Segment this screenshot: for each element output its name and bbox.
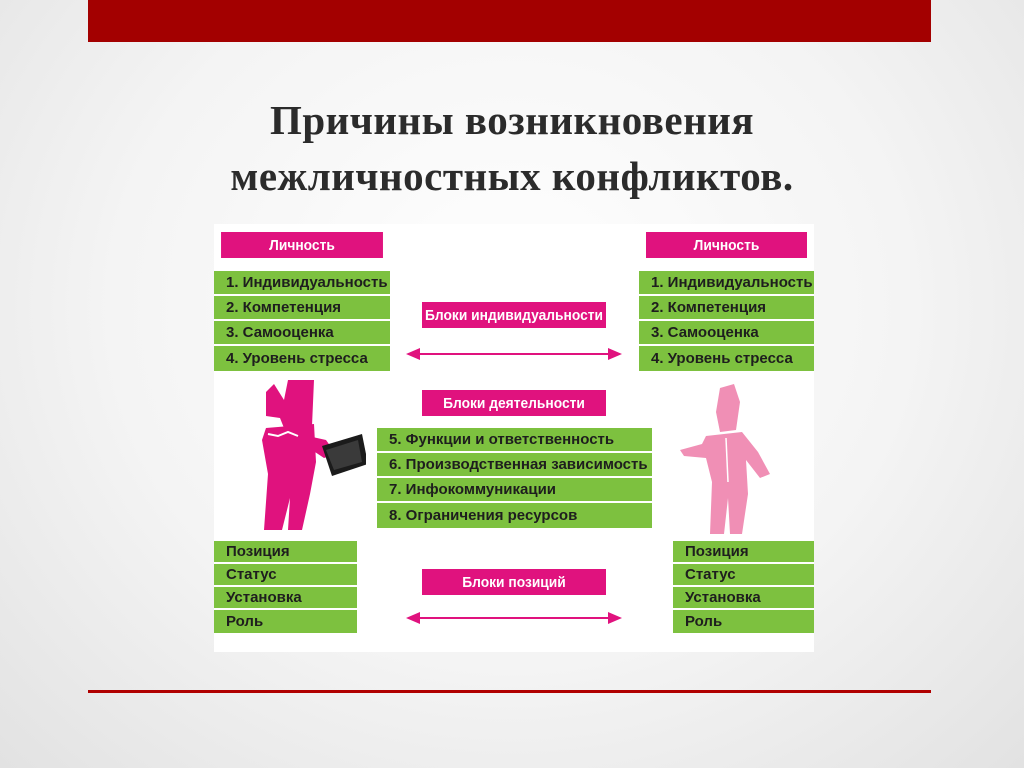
right-positions-list <box>673 541 814 633</box>
top-accent-bar <box>88 0 931 42</box>
list-item: 7. Инфокоммуникации <box>377 478 652 503</box>
block-positions-label: Блоки позиций <box>422 569 606 595</box>
double-arrow-icon <box>404 610 624 626</box>
list-item: 3. Самооценка <box>639 321 814 346</box>
list-item: 2. Компетенция <box>214 296 390 321</box>
block-individuality-label: Блоки индивидуальности <box>422 302 606 328</box>
list-item: Статус <box>214 564 357 587</box>
conflict-diagram <box>214 224 814 652</box>
person-gesturing-icon <box>676 382 776 542</box>
list-item: Позиция <box>673 541 814 564</box>
slide-title-line-1: Причины возникновения <box>269 97 755 143</box>
list-item: Роль <box>214 610 357 633</box>
left-personality-header: Личность <box>221 232 383 258</box>
left-traits-list <box>214 271 390 371</box>
list-item: 1. Индивидуальность <box>214 271 390 296</box>
list-item: Позиция <box>214 541 357 564</box>
list-item: 1. Индивидуальность <box>639 271 814 296</box>
list-item: 4. Уровень стресса <box>639 346 814 371</box>
right-traits-list <box>639 271 814 371</box>
list-item: 5. Функции и ответственность <box>377 428 652 453</box>
activities-list <box>377 428 652 528</box>
bottom-divider <box>88 690 931 693</box>
list-item: 2. Компетенция <box>639 296 814 321</box>
right-personality-header: Личность <box>646 232 807 258</box>
list-item: 4. Уровень стресса <box>214 346 390 371</box>
left-positions-list <box>214 541 357 633</box>
double-arrow-icon <box>404 346 624 362</box>
list-item: 8. Ограничения ресурсов <box>377 503 652 528</box>
list-item: Роль <box>673 610 814 633</box>
list-item: Установка <box>214 587 357 610</box>
block-activity-label: Блоки деятельности <box>422 390 606 416</box>
slide-title <box>0 92 1024 204</box>
person-reading-icon <box>254 374 366 534</box>
slide-title-line-2: межличностных конфликтов. <box>230 153 794 199</box>
list-item: Статус <box>673 564 814 587</box>
list-item: Установка <box>673 587 814 610</box>
list-item: 3. Самооценка <box>214 321 390 346</box>
list-item: 6. Производственная зависимость <box>377 453 652 478</box>
